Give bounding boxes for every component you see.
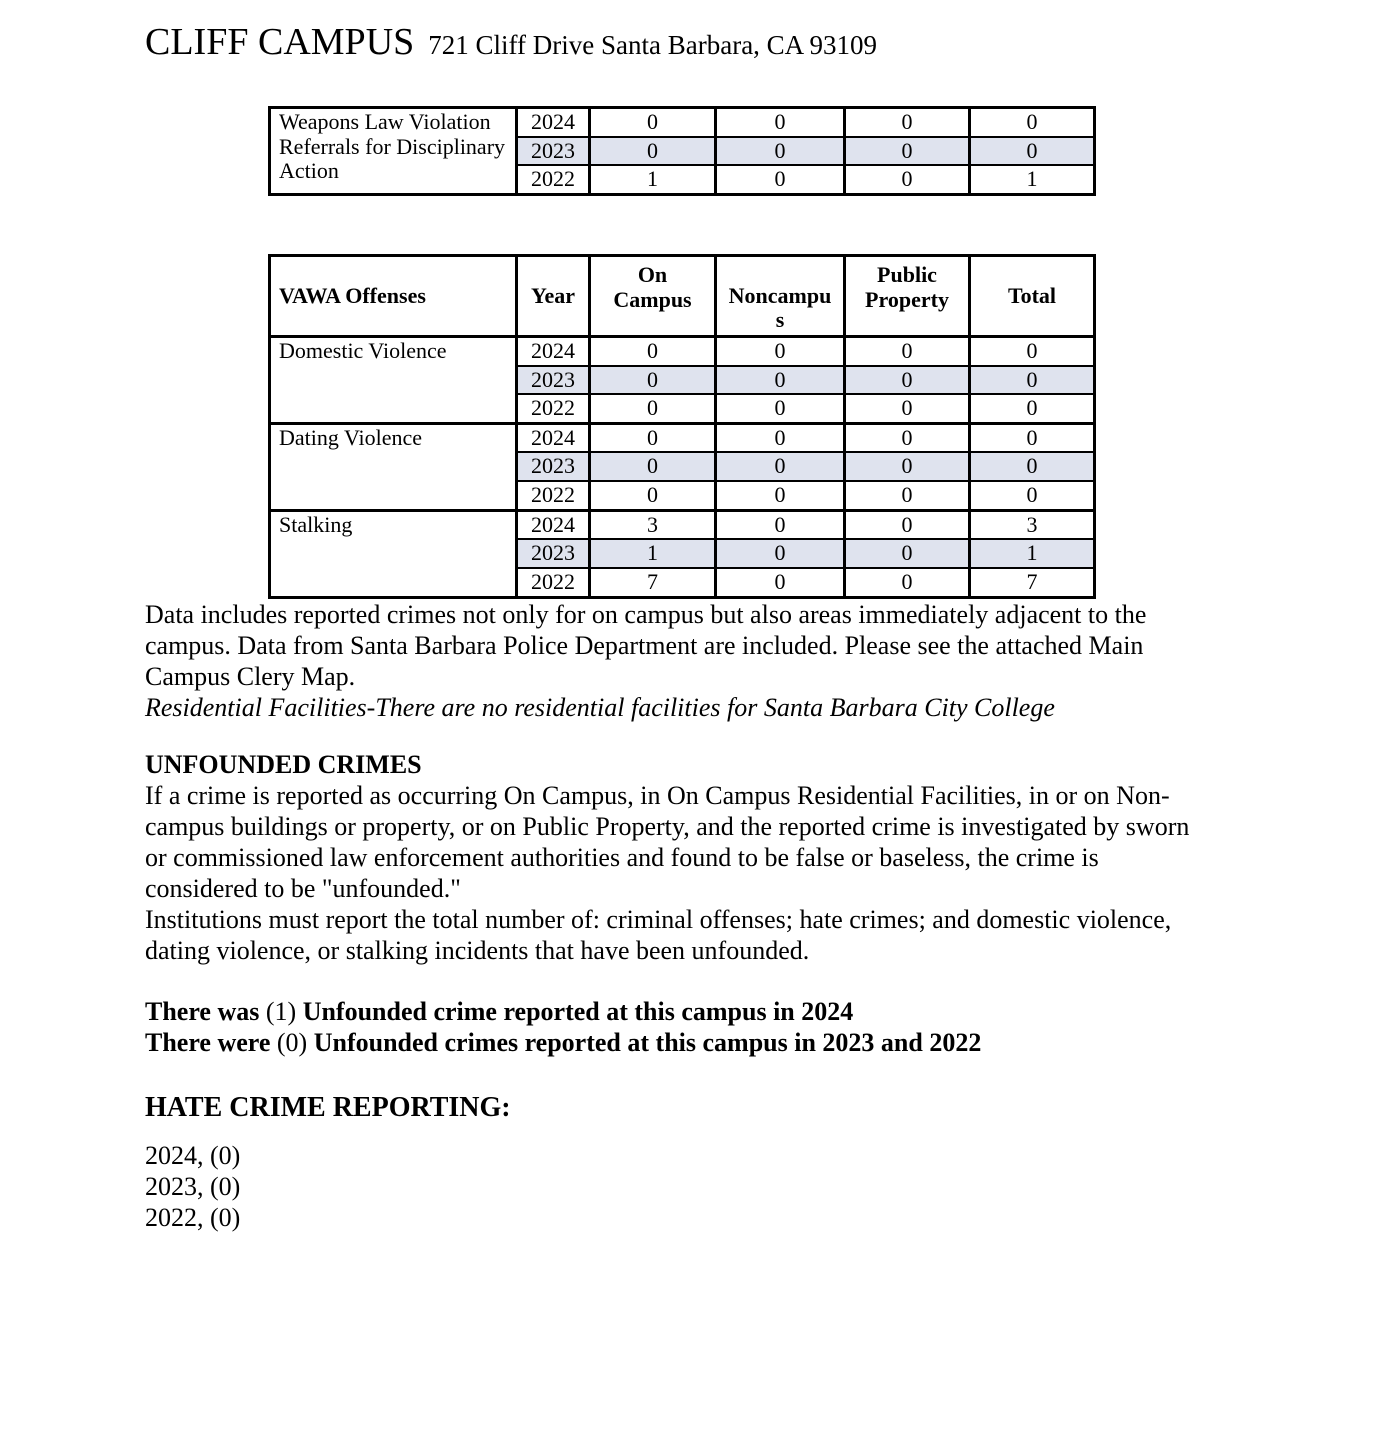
count-cell: 0 bbox=[970, 423, 1095, 452]
institutions-report-paragraph: Institutions must report the total number of: criminal offenses; hate crimes; and domestic violence, dating violence, or stalking incidents that have been unfounded. bbox=[145, 904, 1172, 965]
hate-crime-year-line: 2023, (0) bbox=[145, 1171, 241, 1201]
unfounded-statement-2024 bbox=[145, 996, 1210, 1027]
unfounded-crimes-paragraph: If a crime is reported as occurring On Campus, in On Campus Residential Facilities, in or on Non-campus buildings or property, or on Public Property, and the reported crime is investigated by sworn or commissioned law enforcement authorities and found to be false or baseless, the crime is considered to be "unfounded." bbox=[145, 780, 1190, 903]
vawa-offenses-table bbox=[268, 254, 1096, 599]
count-cell: 0 bbox=[716, 568, 845, 597]
year-cell: 2024 bbox=[517, 423, 590, 452]
year-cell: 2024 bbox=[517, 510, 590, 539]
count-cell: 0 bbox=[716, 452, 845, 481]
count-cell: 0 bbox=[716, 137, 845, 166]
count-cell: 0 bbox=[845, 336, 970, 365]
table-row bbox=[270, 510, 1095, 539]
table-row bbox=[270, 423, 1095, 452]
count-cell: 0 bbox=[716, 165, 845, 194]
year-cell: 2022 bbox=[517, 481, 590, 510]
count-cell: 0 bbox=[970, 452, 1095, 481]
page-title-line bbox=[145, 20, 1210, 64]
year-cell: 2023 bbox=[517, 137, 590, 166]
statement-rest: Unfounded crimes reported at this campus in 2023 and 2022 bbox=[313, 1027, 982, 1057]
count-cell: 0 bbox=[590, 366, 716, 395]
unfounded-crimes-section bbox=[145, 749, 1210, 904]
offense-label-cell: Dating Violence bbox=[270, 423, 517, 510]
count-cell: 0 bbox=[845, 137, 970, 166]
count-cell: 0 bbox=[970, 366, 1095, 395]
unfounded-statement-2023-2022 bbox=[145, 1027, 1210, 1058]
page-address: 721 Cliff Drive Santa Barbara, CA 93109 bbox=[428, 30, 877, 60]
count-cell: 0 bbox=[716, 481, 845, 510]
statement-count: (0) bbox=[276, 1027, 308, 1057]
unfounded-statements bbox=[145, 996, 1210, 1058]
data-note-paragraph: Data includes reported crimes not only for on campus but also areas immediately adjacent to the campus. Data from Santa Barbara Police Department are included. Please see the attached Main Campus Clery Map. bbox=[145, 599, 1147, 691]
count-cell: 3 bbox=[590, 510, 716, 539]
count-cell: 0 bbox=[590, 336, 716, 365]
count-cell: 0 bbox=[970, 394, 1095, 423]
table-row bbox=[270, 336, 1095, 365]
page-title: CLIFF CAMPUS bbox=[145, 21, 415, 63]
count-cell: 0 bbox=[970, 336, 1095, 365]
count-cell: 0 bbox=[970, 481, 1095, 510]
offense-label-cell: Stalking bbox=[270, 510, 517, 597]
hate-crime-year-line: 2024, (0) bbox=[145, 1140, 241, 1170]
count-cell: 0 bbox=[716, 539, 845, 568]
statement-prefix: There were bbox=[145, 1027, 271, 1057]
hate-crime-years-list bbox=[145, 1140, 1210, 1233]
count-cell: 0 bbox=[716, 510, 845, 539]
count-cell: 0 bbox=[845, 568, 970, 597]
count-cell: 7 bbox=[970, 568, 1095, 597]
column-header-year: Year bbox=[517, 255, 590, 336]
count-cell: 1 bbox=[970, 539, 1095, 568]
statement-rest: Unfounded crime reported at this campus in 2024 bbox=[302, 996, 854, 1026]
offense-label-cell: Domestic Violence bbox=[270, 336, 517, 423]
unfounded-crimes-heading: UNFOUNDED CRIMES bbox=[145, 749, 422, 779]
year-cell: 2022 bbox=[517, 394, 590, 423]
count-cell: 0 bbox=[845, 108, 970, 137]
count-cell: 0 bbox=[845, 452, 970, 481]
count-cell: 3 bbox=[970, 510, 1095, 539]
column-header-vawa-offenses: VAWA Offenses bbox=[270, 255, 517, 336]
residential-facilities-note: Residential Facilities-There are no residential facilities for Santa Barbara City College bbox=[145, 692, 1055, 722]
year-cell: 2024 bbox=[517, 336, 590, 365]
weapons-referrals-table bbox=[268, 106, 1096, 196]
count-cell: 0 bbox=[716, 366, 845, 395]
year-cell: 2023 bbox=[517, 539, 590, 568]
year-cell: 2022 bbox=[517, 165, 590, 194]
column-header-public-property: Public Property bbox=[845, 255, 970, 336]
column-header-total: Total bbox=[970, 255, 1095, 336]
count-cell: 0 bbox=[590, 108, 716, 137]
count-cell: 0 bbox=[970, 137, 1095, 166]
count-cell: 0 bbox=[970, 108, 1095, 137]
hate-crime-reporting-heading: HATE CRIME REPORTING: bbox=[145, 1091, 511, 1123]
statement-count: (1) bbox=[265, 996, 297, 1026]
count-cell: 0 bbox=[845, 510, 970, 539]
year-cell: 2022 bbox=[517, 568, 590, 597]
statement-prefix: There was bbox=[145, 996, 260, 1026]
count-cell: 0 bbox=[845, 394, 970, 423]
count-cell: 0 bbox=[716, 423, 845, 452]
count-cell: 0 bbox=[845, 165, 970, 194]
count-cell: 1 bbox=[590, 165, 716, 194]
year-cell: 2024 bbox=[517, 108, 590, 137]
count-cell: 0 bbox=[845, 481, 970, 510]
count-cell: 0 bbox=[590, 423, 716, 452]
hate-crime-year-line: 2022, (0) bbox=[145, 1202, 241, 1232]
column-header-on-campus: On Campus bbox=[590, 255, 716, 336]
count-cell: 0 bbox=[845, 539, 970, 568]
offense-label-cell: Weapons Law Violation Referrals for Disciplinary Action bbox=[270, 108, 517, 195]
column-header-noncampus: Noncampus bbox=[716, 255, 845, 336]
table-header-row bbox=[270, 255, 1095, 336]
year-cell: 2023 bbox=[517, 366, 590, 395]
table-row bbox=[270, 108, 1095, 137]
count-cell: 0 bbox=[590, 137, 716, 166]
count-cell: 1 bbox=[970, 165, 1095, 194]
count-cell: 0 bbox=[590, 394, 716, 423]
count-cell: 0 bbox=[716, 394, 845, 423]
count-cell: 0 bbox=[845, 423, 970, 452]
count-cell: 0 bbox=[716, 108, 845, 137]
count-cell: 0 bbox=[590, 452, 716, 481]
year-cell: 2023 bbox=[517, 452, 590, 481]
count-cell: 0 bbox=[845, 366, 970, 395]
count-cell: 0 bbox=[590, 481, 716, 510]
count-cell: 7 bbox=[590, 568, 716, 597]
count-cell: 1 bbox=[590, 539, 716, 568]
count-cell: 0 bbox=[716, 336, 845, 365]
